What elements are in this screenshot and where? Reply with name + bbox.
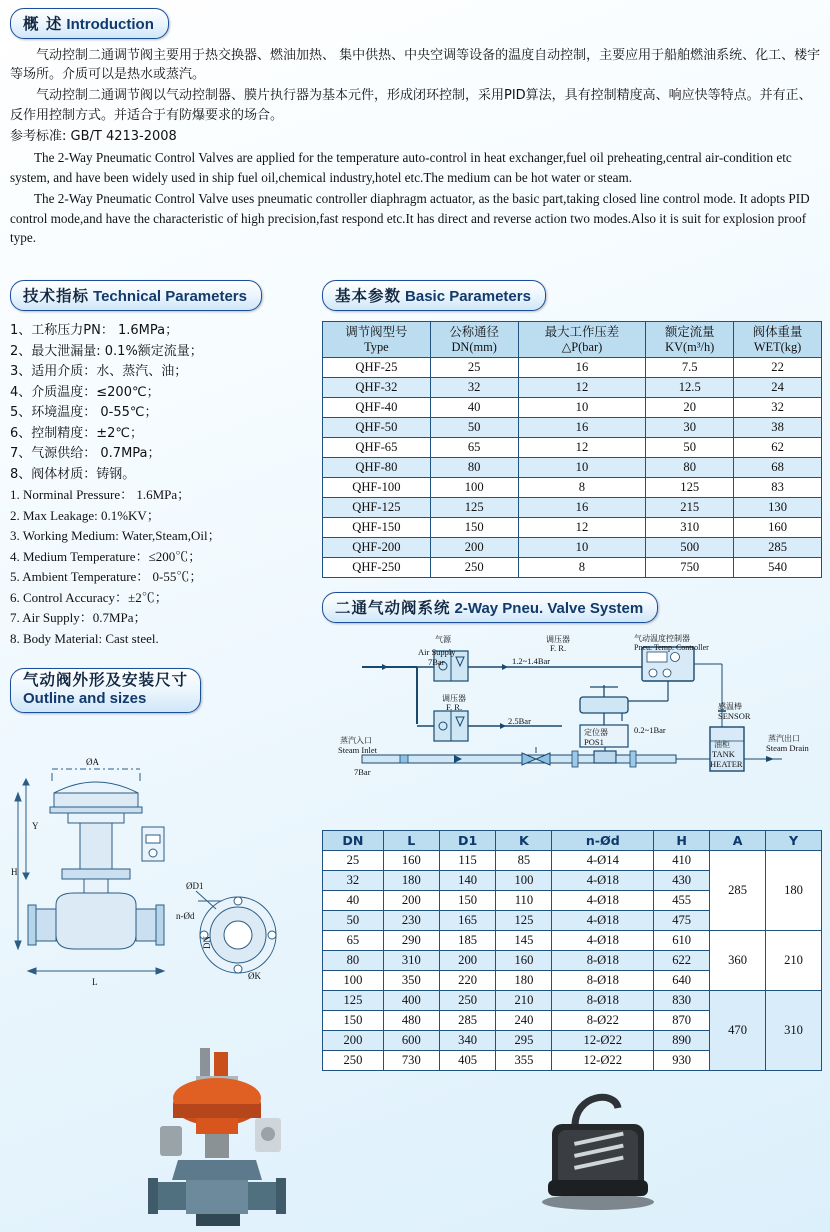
header-cn: 额定流量: [664, 324, 715, 339]
cell: 125: [496, 911, 552, 931]
cell: 8-Ø18: [552, 991, 654, 1011]
label-sensor-cn: 感温棒: [718, 702, 742, 711]
cell: 145: [496, 931, 552, 951]
cell: 68: [734, 458, 822, 478]
cell: 430: [654, 871, 710, 891]
header-cn: 调节阀型号: [345, 324, 408, 339]
table-header-row: [323, 322, 822, 358]
cell: 410: [654, 851, 710, 871]
header-cn: 阀体重量: [752, 324, 803, 339]
cell: 622: [654, 951, 710, 971]
cell: 32: [323, 871, 384, 891]
list-item: 3、适用介质：水、蒸汽、油；: [10, 364, 188, 380]
cell: 890: [654, 1031, 710, 1051]
cell: 160: [734, 518, 822, 538]
cell: 16: [518, 418, 646, 438]
column-header-l: L: [383, 831, 439, 851]
table-row: [323, 438, 822, 458]
cell: 50: [646, 438, 734, 458]
cell: 8-Ø18: [552, 971, 654, 991]
cell: 22: [734, 358, 822, 378]
list-item: 4、介质温度：≤200℃；: [10, 384, 160, 400]
cell: 85: [496, 851, 552, 871]
list-item: 4. Medium Temperature：≤200℃；: [10, 548, 202, 564]
cell: 8-Ø18: [552, 951, 654, 971]
outline-title: [10, 668, 201, 713]
cell: 475: [654, 911, 710, 931]
cell: 870: [654, 1011, 710, 1031]
cell: 62: [734, 438, 822, 458]
column-header-nd: n-Ød: [552, 831, 654, 851]
label-positioner-en: POS1: [584, 737, 604, 747]
cell: 250: [430, 558, 518, 578]
label-steam-inlet-cn: 蒸汽入口: [340, 736, 372, 745]
cell: 610: [654, 931, 710, 951]
table-row: [323, 991, 822, 1011]
cell: 50: [323, 911, 384, 931]
system-schematic-diagram: [322, 629, 822, 809]
cell: 80: [430, 458, 518, 478]
cell: 32: [734, 398, 822, 418]
cell-y-group-2: 210: [766, 931, 822, 991]
intro-cn-paragraph-1: 气动控制二通调节阀主要用于热交换器、燃油加热、 集中供热、中央空调等设备的温度自动控制，主要应用于船舶燃油系统、化工、楼宇等场所。介质可以是热水或蒸汽。: [10, 48, 821, 83]
cell: QHF-65: [323, 438, 431, 458]
cell: 65: [430, 438, 518, 458]
table-row: [323, 558, 822, 578]
cell: 730: [383, 1051, 439, 1071]
cell: 115: [439, 851, 496, 871]
valve-system-section: [322, 592, 822, 809]
table-row: [323, 418, 822, 438]
cell: 200: [439, 951, 496, 971]
cell: 160: [496, 951, 552, 971]
cell: 10: [518, 458, 646, 478]
cell: 80: [323, 951, 384, 971]
table-row: [323, 538, 822, 558]
cell: 250: [323, 1051, 384, 1071]
cell: QHF-125: [323, 498, 431, 518]
cell: 455: [654, 891, 710, 911]
cell: 180: [496, 971, 552, 991]
cell: 12.5: [646, 378, 734, 398]
cell: 25: [430, 358, 518, 378]
label-positioner-cn: 定位器: [584, 728, 608, 737]
cell: 8: [518, 558, 646, 578]
list-item: 5、环境温度： 0-55℃；: [10, 405, 158, 421]
basic-parameters-section: [322, 280, 822, 578]
dim-label-ok: ØK: [248, 971, 261, 982]
list-item: 1、工称压力PN： 1.6MPa；: [10, 323, 179, 338]
list-item: 8、阀体材质：铸钢。: [10, 466, 136, 482]
cell-a-group-3: 470: [710, 991, 766, 1071]
cell: 40: [430, 398, 518, 418]
cell: 16: [518, 358, 646, 378]
header-en: DN(mm): [451, 339, 497, 354]
cell-y-group-3: 310: [766, 991, 822, 1071]
label-tank-en-2: HEATER: [710, 759, 743, 769]
cell: QHF-80: [323, 458, 431, 478]
dim-label-oa: ØA: [86, 757, 99, 768]
list-item: 3. Working Medium: Water,Steam,Oil；: [10, 528, 221, 544]
cell: 200: [383, 891, 439, 911]
label-regulator1-en: F. R.: [550, 643, 567, 653]
cell: 4-Ø18: [552, 911, 654, 931]
basic-table-body: [323, 358, 822, 578]
cell: 130: [734, 498, 822, 518]
cell-a-group-1: 285: [710, 851, 766, 931]
label-controller-en: Pneu. Temp. Controller: [634, 643, 709, 652]
label-steam-inlet-value: 7Bar: [354, 767, 371, 777]
system-title-en: 2-Way Pneu. Valve System: [454, 600, 644, 617]
cell: QHF-150: [323, 518, 431, 538]
table-row: [323, 458, 822, 478]
system-title-cn: 二通气动阀系统: [335, 599, 451, 617]
cell: 4-Ø14: [552, 851, 654, 871]
cell: 215: [646, 498, 734, 518]
sensor-photo: [542, 1097, 654, 1210]
technical-title-cn: 技术指标: [23, 287, 90, 305]
introduction-title-cn: 概 述: [23, 15, 63, 33]
technical-list: [10, 321, 310, 650]
table-row: [323, 518, 822, 538]
table-row: [323, 358, 822, 378]
list-item: 8. Body Material: Cast steel.: [10, 630, 159, 646]
label-range-2: 2.5Bar: [508, 716, 531, 726]
list-item: 2、最大泄漏量: 0.1%额定流量；: [10, 343, 203, 359]
cell: 540: [734, 558, 822, 578]
technical-parameters-title: [10, 280, 262, 311]
header-en: WET(kg): [753, 339, 802, 354]
basic-title-en: Basic Parameters: [405, 288, 531, 305]
cell: 355: [496, 1051, 552, 1071]
list-item: 7、气源供给： 0.7MPa；: [10, 446, 161, 462]
list-item: 6、控制精度：±2℃；: [10, 425, 144, 441]
cell: 160: [383, 851, 439, 871]
basic-title-cn: 基本参数: [335, 287, 402, 305]
dim-label-nd: n-Ød: [176, 911, 195, 922]
label-positioner-range: 0.2~1Bar: [634, 725, 666, 735]
cell: 38: [734, 418, 822, 438]
cell: 16: [518, 498, 646, 518]
cell: QHF-200: [323, 538, 431, 558]
cell: 100: [323, 971, 384, 991]
label-steam-inlet-en: Steam Inlet: [338, 745, 377, 755]
header-cn: 最大工作压差: [544, 324, 620, 339]
column-header-type: [323, 322, 431, 358]
cell: 165: [439, 911, 496, 931]
cell: 65: [323, 931, 384, 951]
dim-label-h: H: [11, 867, 18, 878]
cell: 310: [646, 518, 734, 538]
cell: 290: [383, 931, 439, 951]
column-header-dn: [430, 322, 518, 358]
cell: 350: [383, 971, 439, 991]
label-air-supply-cn: 气源: [435, 635, 451, 644]
label-regulator2-en: F. R.: [446, 702, 463, 712]
intro-cn-paragraph-2: 气动控制二通调节阀以气动控制器、膜片执行器为基本元件，形成闭环控制，采用PID算法，具有控制精度高、响应快等特点。并有正、反作用控制方式。并适合于有防爆要求的场合。: [10, 88, 812, 123]
cell: 185: [439, 931, 496, 951]
cell: 250: [439, 991, 496, 1011]
intro-standard-line: 参考标准: GB/T 4213-2008: [10, 128, 177, 144]
technical-parameters-section: [10, 280, 310, 650]
column-header-weight: [734, 322, 822, 358]
cell: 10: [518, 398, 646, 418]
cell: 12: [518, 378, 646, 398]
cell: 600: [383, 1031, 439, 1051]
label-tank-cn: 油柜: [714, 740, 730, 749]
cell-a-group-2: 360: [710, 931, 766, 991]
cell: QHF-100: [323, 478, 431, 498]
column-header-k: K: [496, 831, 552, 851]
introduction-title: [10, 8, 169, 39]
introduction-title-en: Introduction: [66, 16, 154, 33]
table-row: [323, 478, 822, 498]
outline-section: [10, 668, 310, 1013]
column-header-y: Y: [766, 831, 822, 851]
label-range-1: 1.2~1.4Bar: [512, 656, 551, 666]
column-header-d1: D1: [439, 831, 496, 851]
cell: 12: [518, 518, 646, 538]
cell: 4-Ø18: [552, 891, 654, 911]
intro-en-paragraph-1: The 2-Way Pneumatic Control Valves are applied for the temperature auto-control in heat exchanger,fuel oil preheating,central air-condition etc system, and have been widely used in ship fuel oil,chemical industry,hotel etc.The medium can be hot water or steam.: [10, 150, 792, 185]
cell: 12: [518, 438, 646, 458]
label-air-supply-en: Air Supply: [418, 647, 456, 657]
cell: 640: [654, 971, 710, 991]
dim-label-y: Y: [32, 821, 39, 832]
intro-en-paragraph-2: The 2-Way Pneumatic Control Valve uses pneumatic controller diaphragm actuator, as the basic part,taking closed line control mode. It adopts PID control mode,and have the characteristic of high precision,fast respond etc.It has direct and reverse action two modes.Also it is suit for explosion proof type.: [10, 191, 810, 246]
header-en: KV(m³/h): [665, 339, 715, 354]
cell: QHF-50: [323, 418, 431, 438]
list-item: 1. Norminal Pressure： 1.6MPa；: [10, 487, 191, 503]
cell: QHF-32: [323, 378, 431, 398]
list-item: 2. Max Leakage: 0.1%KV；: [10, 507, 160, 523]
list-item: 5. Ambient Temperature： 0-55℃；: [10, 569, 203, 585]
cell: 25: [323, 851, 384, 871]
table-row: [323, 398, 822, 418]
column-header-a: A: [710, 831, 766, 851]
cell: 180: [383, 871, 439, 891]
cell: 12-Ø22: [552, 1051, 654, 1071]
header-cn: 公称通径: [449, 324, 499, 339]
cell: 405: [439, 1051, 496, 1071]
cell: 285: [734, 538, 822, 558]
cell: 32: [430, 378, 518, 398]
list-item: 6. Control Accuracy：±2℃；: [10, 589, 168, 605]
column-header-dn: DN: [323, 831, 384, 851]
cell: 100: [496, 871, 552, 891]
technical-title-en: Technical Parameters: [93, 288, 247, 305]
column-header-h: H: [654, 831, 710, 851]
basic-parameters-table: [322, 321, 822, 578]
list-item: 7. Air Supply：0.7MPa；: [10, 610, 147, 626]
cell: 100: [430, 478, 518, 498]
cell: 4-Ø18: [552, 871, 654, 891]
outline-title-en: Outline and sizes: [23, 690, 147, 708]
cell: 125: [323, 991, 384, 1011]
column-header-kv: [646, 322, 734, 358]
product-photos: [0, 1030, 830, 1232]
cell: 480: [383, 1011, 439, 1031]
cell: 230: [383, 911, 439, 931]
cell: 24: [734, 378, 822, 398]
label-tank-en-1: TANK: [712, 749, 735, 759]
outline-title-cn: 气动阀外形及安装尺寸: [23, 671, 189, 689]
cell: 200: [323, 1031, 384, 1051]
header-en: △P(bar): [561, 339, 603, 354]
table-row: [323, 378, 822, 398]
cell: 12-Ø22: [552, 1031, 654, 1051]
cell: 40: [323, 891, 384, 911]
table-row: [323, 498, 822, 518]
cell: 500: [646, 538, 734, 558]
cell: 240: [496, 1011, 552, 1031]
label-sensor-en: SENSOR: [718, 711, 751, 721]
label-regulator1-cn: 调压器: [546, 635, 570, 644]
label-regulator2-cn: 调压器: [442, 694, 466, 703]
cell: 220: [439, 971, 496, 991]
introduction-body: [10, 46, 822, 248]
column-header-dp: [518, 322, 646, 358]
cell: 50: [430, 418, 518, 438]
cell: 750: [646, 558, 734, 578]
cell: QHF-250: [323, 558, 431, 578]
cell: 140: [439, 871, 496, 891]
valve-outline-drawing: [10, 723, 310, 1023]
cell: 8: [518, 478, 646, 498]
label-controller-cn: 气动温度控制器: [634, 634, 690, 643]
cell: 125: [646, 478, 734, 498]
cell: 285: [439, 1011, 496, 1031]
cell: 8-Ø22: [552, 1011, 654, 1031]
cell: 830: [654, 991, 710, 1011]
dim-label-od1: ØD1: [186, 881, 204, 892]
label-air-supply-value: 7Bar: [428, 657, 445, 667]
cell: 20: [646, 398, 734, 418]
valve-system-title: [322, 592, 658, 623]
cell: 340: [439, 1031, 496, 1051]
cell: 83: [734, 478, 822, 498]
cell: 210: [496, 991, 552, 1011]
table-row: [323, 851, 822, 871]
cell: 150: [323, 1011, 384, 1031]
cell: QHF-40: [323, 398, 431, 418]
cell-y-group-1: 180: [766, 851, 822, 931]
cell: QHF-25: [323, 358, 431, 378]
valve-photo: [148, 1048, 286, 1226]
label-steam-drain-en: Steam Drain: [766, 743, 809, 753]
cell: 125: [430, 498, 518, 518]
cell: 930: [654, 1051, 710, 1071]
cell: 200: [430, 538, 518, 558]
cell: 400: [383, 991, 439, 1011]
label-steam-drain-cn: 蒸汽出口: [768, 734, 800, 743]
dim-label-l: L: [92, 977, 98, 988]
header-en: Type: [364, 339, 389, 354]
cell: 150: [439, 891, 496, 911]
dim-label-dn: DN: [202, 936, 212, 950]
table-header-row: [323, 831, 822, 851]
table-row: [323, 931, 822, 951]
cell: 7.5: [646, 358, 734, 378]
cell: 150: [430, 518, 518, 538]
cell: 30: [646, 418, 734, 438]
introduction-section: [10, 8, 822, 248]
cell: 295: [496, 1031, 552, 1051]
basic-parameters-title: [322, 280, 546, 311]
cell: 80: [646, 458, 734, 478]
cell: 110: [496, 891, 552, 911]
cell: 10: [518, 538, 646, 558]
cell: 310: [383, 951, 439, 971]
cell: 4-Ø18: [552, 931, 654, 951]
